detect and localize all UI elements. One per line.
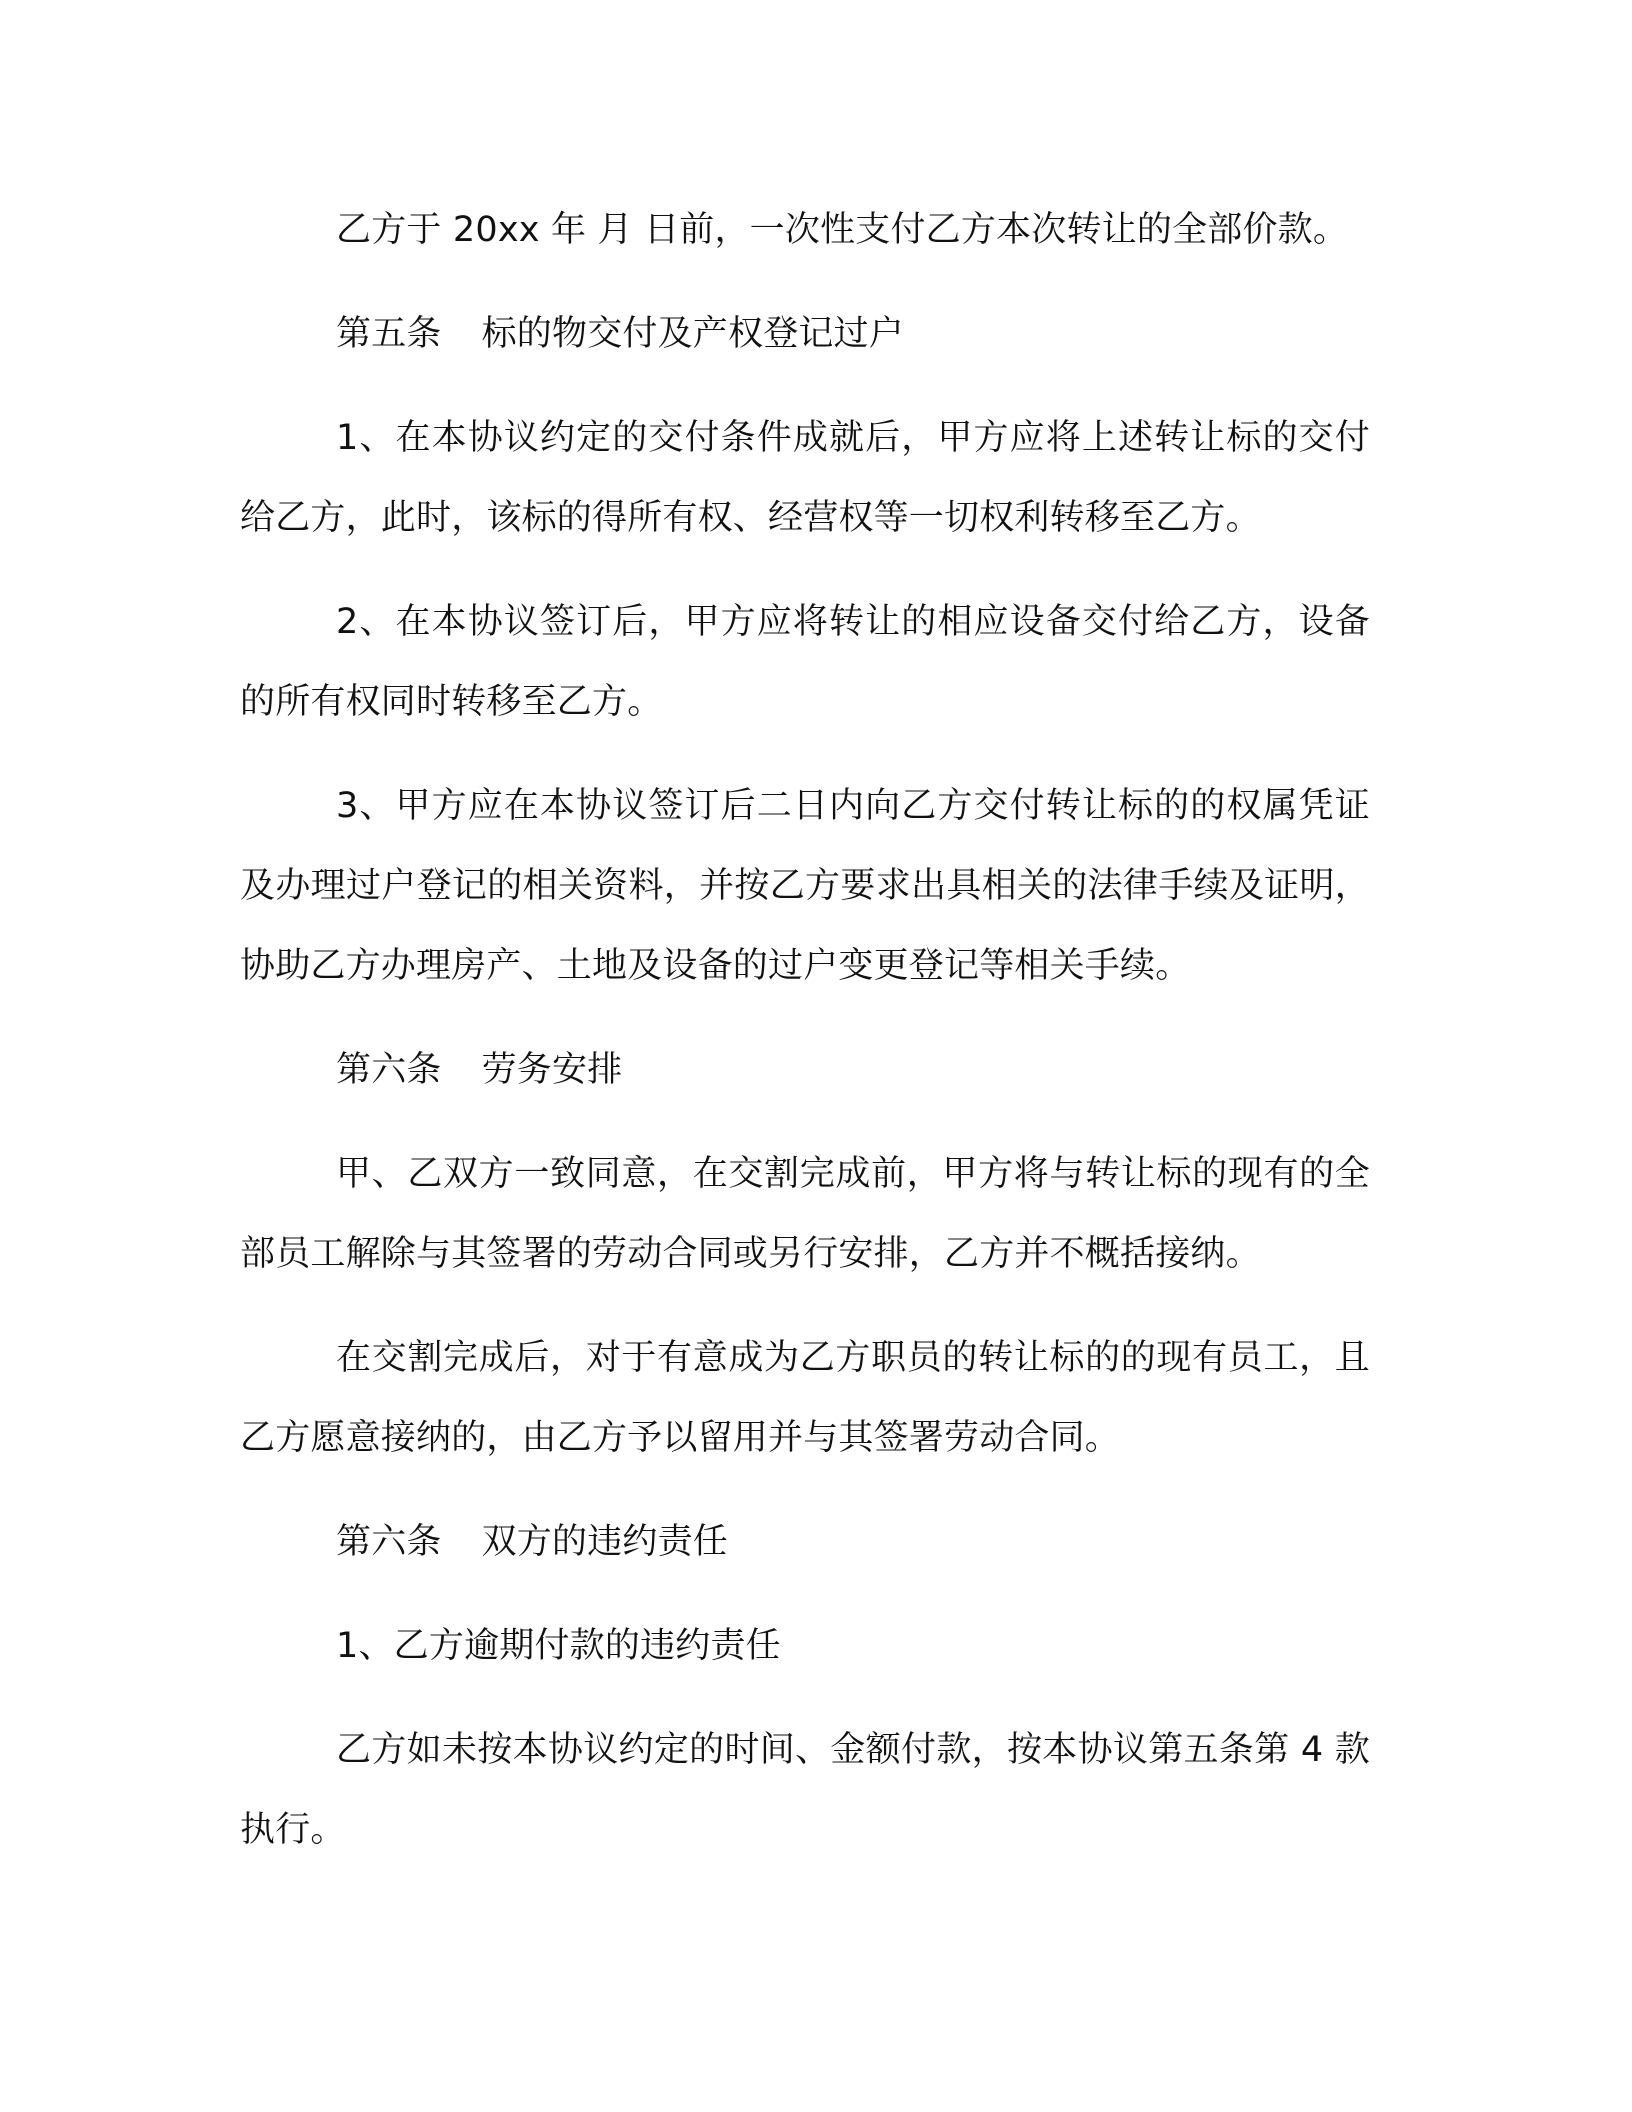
paragraph-6-2: 在交割完成后，对于有意成为乙方职员的转让标的的现有员工，且乙方愿意接纳的，由乙方予以留用并与其签署劳动合同。 [240,1338,1370,1458]
paragraph-5-2: 2、在本协议签订后，甲方应将转让的相应设备交付给乙方，设备的所有权同时转移至乙方。 [240,602,1370,722]
paragraph-5-1: 1、在本协议约定的交付条件成就后，甲方应将上述转让标的交付给乙方，此时，该标的得所有权、经营权等一切权利转移至乙方。 [240,418,1370,538]
article-5-title: 标的物交付及产权登记过户 [481,314,905,354]
article-5-number: 第五条 [336,314,442,354]
document-body [240,190,1370,1870]
article-6-title: 劳务安排 [481,1050,623,1090]
paragraph-5-3: 3、甲方应在本协议签订后二日内向乙方交付转让标的的权属凭证及办理过户登记的相关资料，并按乙方要求出具相关的法律手续及证明，协助乙方办理房产、土地及设备的过户变更登记等相关手续。 [240,786,1370,986]
article-5-heading [240,294,1370,374]
article-6-heading [240,1030,1370,1110]
paragraph-payment-deadline: 乙方于 20xx 年 月 日前，一次性支付乙方本次转让的全部价款。 [336,210,1349,250]
paragraph-6-1: 甲、乙双方一致同意，在交割完成前，甲方将与转让标的现有的全部员工解除与其签署的劳动合同或另行安排，乙方并不概括接纳。 [240,1154,1370,1274]
article-liability-title: 双方的违约责任 [481,1522,729,1562]
article-liability-heading [240,1502,1370,1582]
article-liability-number: 第六条 [336,1522,442,1562]
article-6-number: 第六条 [336,1050,442,1090]
paragraph-liability-detail: 乙方如未按本协议约定的时间、金额付款，按本协议第五条第 4 款执行。 [240,1730,1370,1850]
paragraph-liability-1: 1、乙方逾期付款的违约责任 [336,1626,781,1666]
